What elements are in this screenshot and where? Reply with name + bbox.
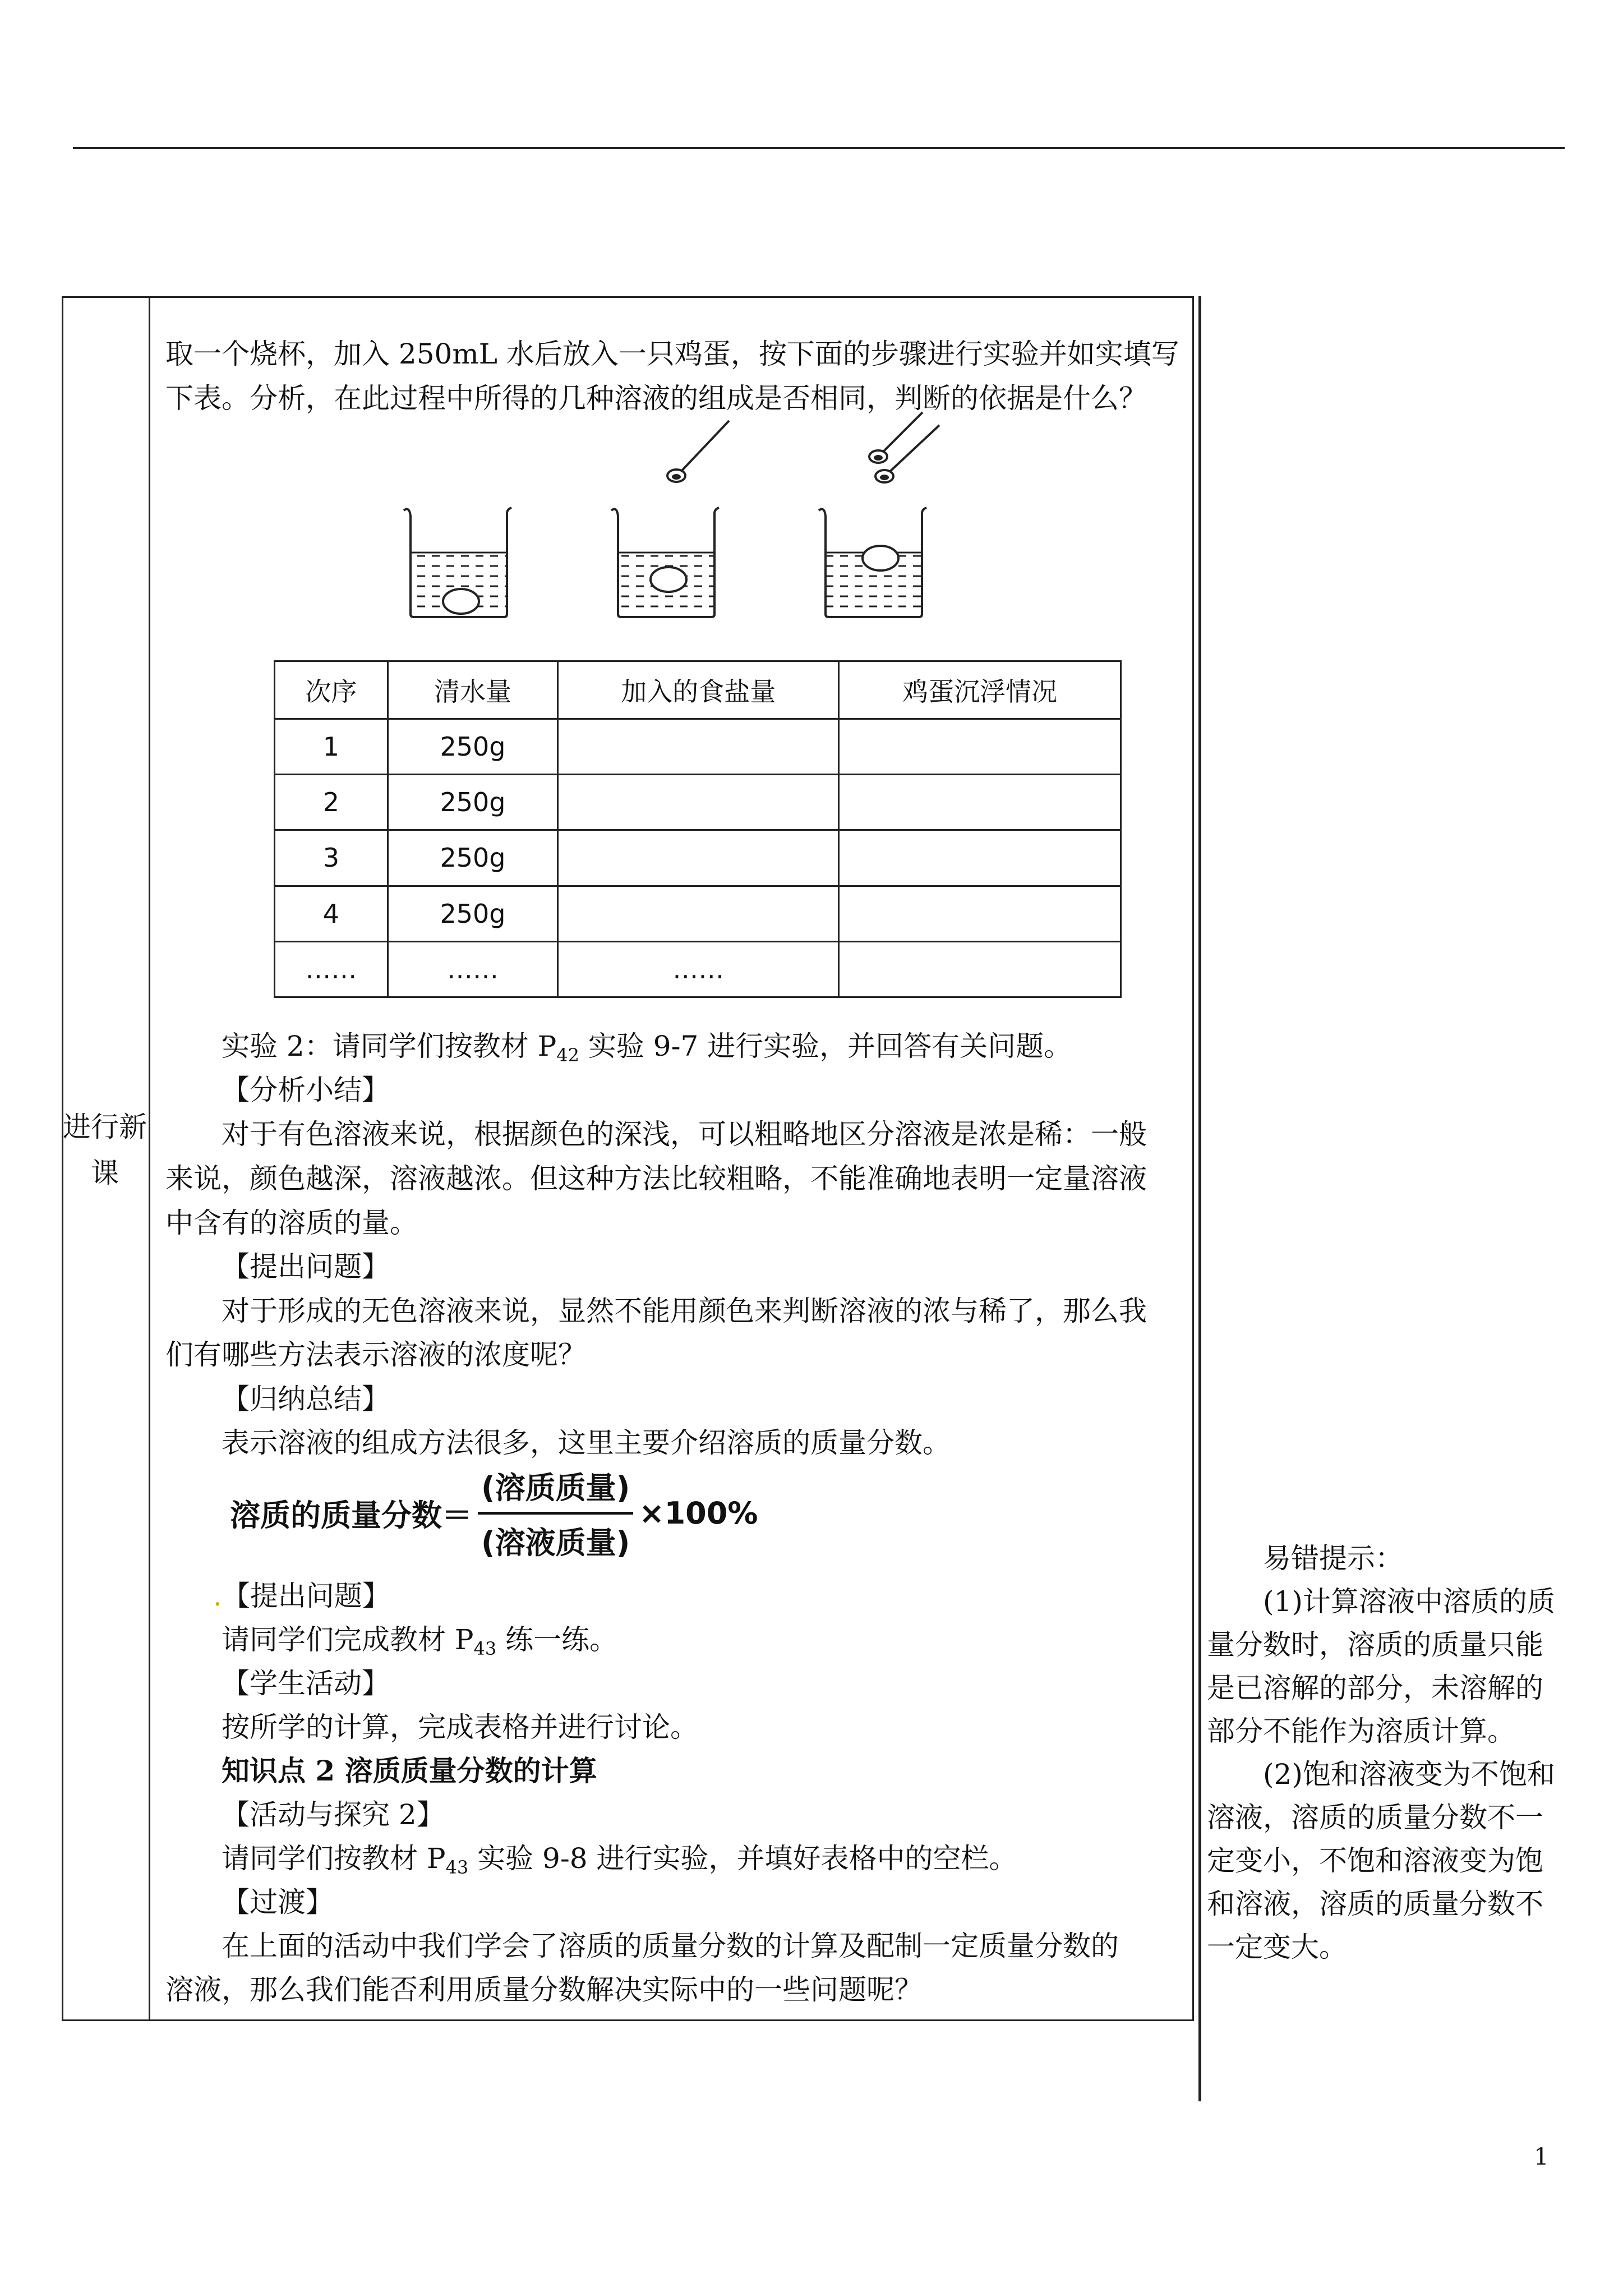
beaker-1 [404, 508, 511, 617]
table-cell [839, 886, 1121, 941]
beakers-illustration [387, 359, 970, 634]
formula-numerator: (溶质质量) [481, 1470, 630, 1506]
mass-fraction-formula [230, 1464, 758, 1562]
side-note-title: 易错提示： [1263, 1542, 1403, 1575]
table-cell [558, 886, 839, 941]
knowledge-point-2: 知识点 2 溶质质量分数的计算 [222, 1754, 597, 1787]
heading-activity: 【学生活动】 [222, 1667, 390, 1700]
table-cell [558, 719, 839, 775]
side-note [1207, 1537, 1560, 1969]
heading-analysis: 【分析小结】 [222, 1074, 390, 1106]
header-salt: 加入的食盐量 [558, 661, 839, 719]
analysis-line-3: 中含有的溶质的量。 [165, 1207, 418, 1239]
table-cell: …… [275, 941, 388, 997]
table-cell [839, 719, 1121, 775]
beaker-2 [611, 421, 729, 617]
table-cell: 2 [275, 775, 388, 830]
table-cell [558, 775, 839, 830]
question-1-line-2: 们有哪些方法表示溶液的浓度呢？ [165, 1338, 586, 1371]
table-row [275, 941, 1121, 997]
experiment-table [274, 660, 1122, 998]
table-cell: 3 [275, 830, 388, 886]
formula-fraction [478, 1464, 633, 1562]
experiment-2-text: 实验 2：请同学们按教材 $P_{42}$ 实验 9-7 进行实验，并回答有关问题。 [222, 1030, 1072, 1066]
table-row [275, 775, 1121, 830]
analysis-line-1: 对于有色溶液来说，根据颜色的深浅，可以粗略地区分溶液是浓是稀：一般 [222, 1118, 1147, 1151]
header-rule [73, 147, 1565, 149]
table-cell: 250g [388, 775, 558, 830]
summary-text: 表示溶液的组成方法很多，这里主要介绍溶质的质量分数。 [222, 1427, 951, 1459]
transition-line-2: 溶液，那么我们能否利用质量分数解决实际中的一些问题呢？ [165, 1973, 923, 2006]
table-cell: 4 [275, 886, 388, 941]
beaker-3 [819, 412, 939, 617]
table-cell: …… [558, 941, 839, 997]
explore-2-text: 请同学们按教材 $P_{43}$ 实验 9-8 进行实验，并填好表格中的空栏。 [222, 1842, 1017, 1878]
header-order: 次序 [275, 661, 388, 719]
table-cell [839, 775, 1121, 830]
intro-line-2: 下表。分析，在此过程中所得的几种溶液的组成是否相同，判断的依据是什么？ [165, 382, 1147, 415]
heading-transition: 【过渡】 [222, 1886, 334, 1918]
question-1-line-1: 对于形成的无色溶液来说，显然不能用颜色来判断溶液的浓与稀了，那么我 [222, 1295, 1147, 1327]
activity-text: 按所学的计算，完成表格并进行讨论。 [222, 1711, 698, 1743]
heading-summary: 【归纳总结】 [222, 1383, 390, 1415]
heading-explore-2: 【活动与探究 2】 [222, 1798, 445, 1831]
table-cell [839, 830, 1121, 886]
question-2-text: 请同学们完成教材 $P_{43}$ 练一练。 [222, 1623, 618, 1659]
side-note-point-1: (1)计算溶液中溶质的质量分数时，溶质的质量只能是已溶解的部分，未溶解的部分不能作为溶质计算。 [1207, 1585, 1555, 1747]
table-cell [558, 830, 839, 886]
section-label: 进行新课 [63, 1111, 147, 1189]
table-cell: …… [388, 941, 558, 997]
table-cell: 250g [388, 719, 558, 775]
margin-rule [1198, 296, 1201, 2101]
analysis-line-2: 来说，颜色越深，溶液越浓。但这种方法比较粗略，不能准确地表明一定量溶液 [165, 1162, 1147, 1195]
header-water: 清水量 [388, 661, 558, 719]
heading-question-2: .【提出问题】 [213, 1580, 390, 1612]
transition-line-1: 在上面的活动中我们学会了溶质的质量分数的计算及配制一定质量分数的 [222, 1930, 1119, 1962]
table-cell: 1 [275, 719, 388, 775]
table-row [275, 886, 1121, 941]
table-row [275, 830, 1121, 886]
side-note-point-2: (2)饱和溶液变为不饱和溶液，溶质的质量分数不一定变小，不饱和溶液变为饱和溶液，溶质的质量分数不一定变大。 [1207, 1758, 1555, 1963]
formula-lhs: 溶质的质量分数＝ [230, 1498, 472, 1533]
table-row [275, 719, 1121, 775]
table-header-row [275, 661, 1121, 719]
formula-denominator: (溶液质量) [478, 1512, 633, 1562]
heading-question-1: 【提出问题】 [222, 1250, 390, 1283]
intro-line-1: 取一个烧杯，加入 250mL 水后放入一只鸡蛋，按下面的步骤进行实验并如实填写 [165, 338, 1179, 370]
table-cell: 250g [388, 886, 558, 941]
formula-rhs: ×100% [639, 1496, 758, 1531]
table-cell: 250g [388, 830, 558, 886]
page-number: 1 [1534, 2143, 1549, 2170]
table-cell [839, 941, 1121, 997]
header-egg: 鸡蛋沉浮情况 [839, 661, 1121, 719]
